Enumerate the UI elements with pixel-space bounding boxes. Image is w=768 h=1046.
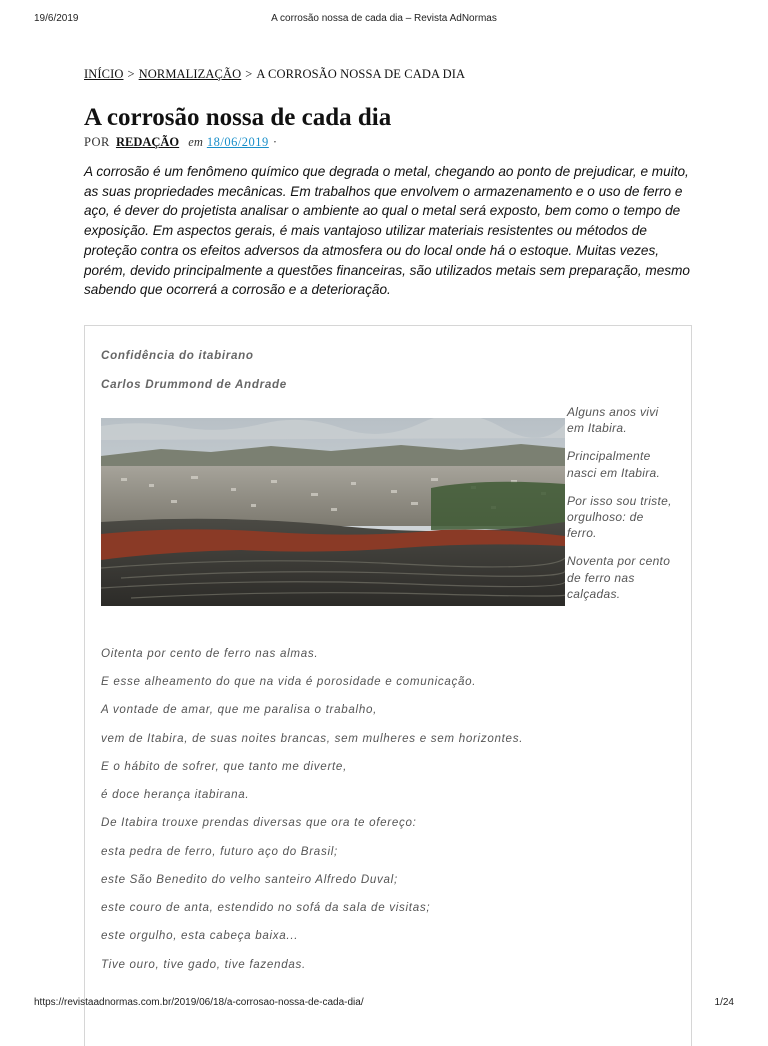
- breadcrumb-separator: >: [127, 67, 135, 81]
- poem-blockquote: [84, 325, 692, 1046]
- poem-line: Oitenta por cento de ferro nas almas.: [101, 647, 319, 660]
- article-title: A corrosão nossa de cada dia: [84, 104, 392, 131]
- poem-line: este orgulho, esta cabeça baixa...: [101, 929, 299, 942]
- print-date: 19/6/2019: [34, 13, 79, 24]
- poem-line: esta pedra de ferro, futuro aço do Brasil;: [101, 845, 338, 858]
- itabira-landscape-image: [101, 418, 565, 606]
- poem-author: Carlos Drummond de Andrade: [101, 378, 287, 391]
- article-intro: A corrosão é um fenômeno químico que degrada o metal, chegando ao ponto de prejudicar, e muito, as suas propriedades mecânicas. Em trabalhos que envolvem o armazenamento e o uso de ferro e aço, é dever do projetista analisar o ambiente ao qual o metal será exposto, bem como o tempo de exposição. Em aspectos gerais, é mais vantajoso utilizar materiais resistentes ou métodos de proteção contra os efeitos adversos da atmosfera ou do local onde há o estoque. Muitas vezes, porém, devido principalmente a questões financeiras, são utilizados metais sem preparação, mesmo sabendo que ocorrerá a corrosão e a deterioração.: [84, 164, 690, 298]
- poem-line: E o hábito de sofrer, que tanto me diverte,: [101, 760, 348, 773]
- print-page-count: 1/24: [714, 997, 734, 1008]
- breadcrumb-category-link[interactable]: NORMALIZAÇÃO: [138, 67, 242, 81]
- breadcrumb-home-link[interactable]: INÍCIO: [84, 67, 124, 81]
- poem-side-column: [567, 404, 677, 614]
- byline-por: POR: [84, 135, 110, 149]
- poem-line: vem de Itabira, de suas noites brancas, sem mulheres e sem horizontes.: [101, 732, 524, 745]
- print-page-title: A corrosão nossa de cada dia – Revista AdNormas: [271, 13, 497, 24]
- poem-side-line: Principalmente nasci em Itabira.: [567, 449, 661, 480]
- poem-line: De Itabira trouxe prendas diversas que ora te ofereço:: [101, 816, 417, 829]
- poem-line: Tive ouro, tive gado, tive fazendas.: [101, 958, 306, 971]
- poem-line: este couro de anta, estendido no sofá da sala de visitas;: [101, 901, 431, 914]
- author-link[interactable]: REDAÇÃO: [115, 135, 180, 149]
- poem-line: este São Benedito do velho santeiro Alfredo Duval;: [101, 873, 398, 886]
- poem-title: Confidência do itabirano: [101, 349, 254, 362]
- poem-line: A vontade de amar, que me paralisa o trabalho,: [101, 703, 378, 716]
- print-header: [0, 13, 768, 27]
- article-byline: [84, 135, 277, 150]
- poem-line: E esse alheamento do que na vida é porosidade e comunicação.: [101, 675, 477, 688]
- byline-dot: ·: [272, 135, 277, 149]
- byline-em: em: [188, 135, 203, 149]
- breadcrumb: [84, 67, 465, 82]
- breadcrumb-current: A CORROSÃO NOSSA DE CADA DIA: [256, 67, 466, 81]
- breadcrumb-separator: >: [245, 67, 253, 81]
- poem-side-line: Noventa por cento de ferro nas calçadas.: [567, 554, 671, 601]
- date-link[interactable]: 18/06/2019: [206, 135, 269, 149]
- poem-line: é doce herança itabirana.: [101, 788, 250, 801]
- print-footer: [0, 997, 768, 1011]
- poem-side-line: Alguns anos vivi em Itabira.: [567, 405, 659, 436]
- poem-side-line: Por isso sou triste, orgulhoso: de ferro.: [567, 493, 672, 541]
- print-url: https://revistaadnormas.com.br/2019/06/18/a-corrosao-nossa-de-cada-dia/: [34, 997, 364, 1008]
